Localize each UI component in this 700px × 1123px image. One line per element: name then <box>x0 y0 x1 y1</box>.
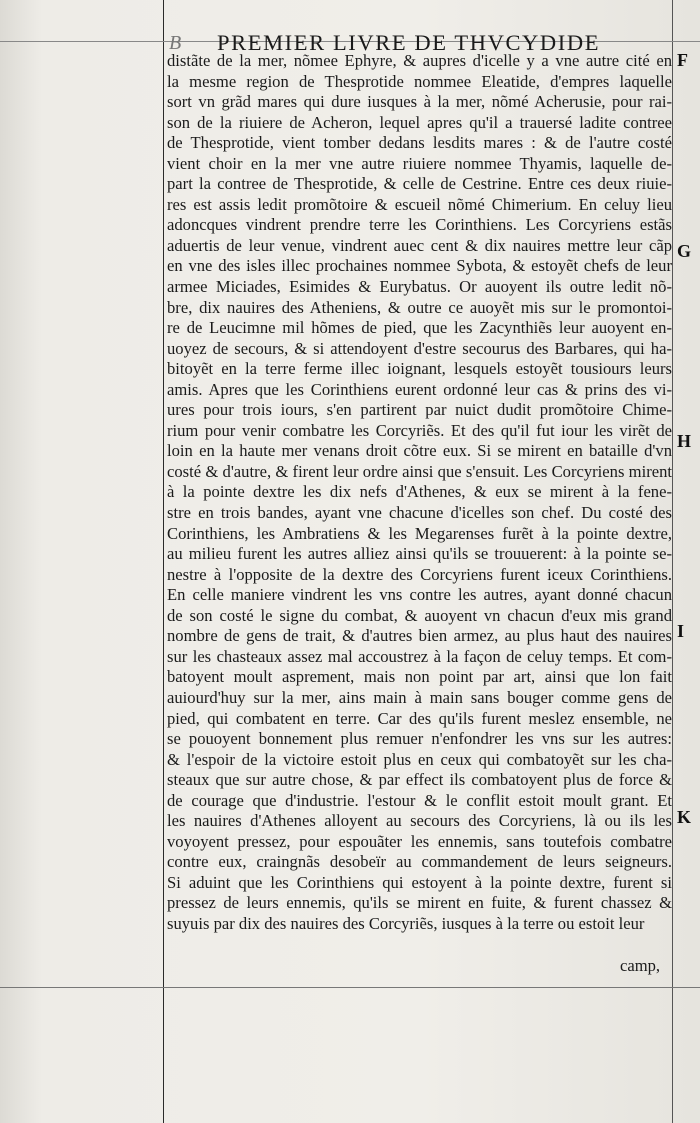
left-rule <box>163 0 164 1123</box>
text-line: bre, dix nauires des Atheniens, & outre ce auoyẽt mis sur le promontoi- <box>167 297 672 317</box>
margin-letter-k: K <box>677 807 692 827</box>
text-line: costé & d'autre, & firent leur ordre ainsi que s'ensuit. Les Corcyriens mirent <box>167 461 672 481</box>
text-line: de Thesprotide, vient tomber dedans lesdits mares : & de l'autre costé <box>167 133 672 153</box>
text-line: stre en trois bandes, ayant vne chacune d'icelles son chef. Du costé des <box>167 503 672 523</box>
text-line: contre eux, craingnãs desobeïr au commandement de leurs seigneurs. <box>167 852 672 872</box>
text-line: nombre de gens de trait, & d'autres bien armez, au plus haut des nauires <box>167 626 672 646</box>
text-line: son de la riuiere de Acheron, lequel apres qu'il a trauersé ladite contree <box>167 112 672 132</box>
margin-letter-f: F <box>677 50 688 70</box>
text-line: auiourd'huy sur la mer, ains main à main sans bouger comme gens de <box>167 687 672 707</box>
text-line: distãte de la mer, nõmee Ephyre, & aupres d'icelle y a vne autre cité en <box>167 51 672 70</box>
text-line: bitoyẽt en la terre ferme illec ioignant, lesquels estoyẽt tousiours leurs <box>167 359 672 379</box>
text-line: voyoyent pressez, pour espouãter les ennemis, sans toutefois combatre <box>167 831 672 851</box>
text-line: ures pour trois iours, s'en partirent par nuict dudit promõtoire Chime- <box>167 400 672 420</box>
text-line: amis. Apres que les Corinthiens eurent ordonné leur cas & prins des vi- <box>167 379 672 399</box>
text-line: loin en la haute mer venans droit cõtre eux. Si se mirent en bataille d'vn <box>167 441 672 461</box>
right-rule <box>672 0 673 1123</box>
text-line: aduertis de leur venue, vindrent auec cent & dix nauires mettre leur cãp <box>167 235 672 255</box>
text-line: uoyez de secours, & si attendoyent d'estre secourus des Barbares, qui ha- <box>167 338 672 358</box>
text-line: En celle maniere vindrent les vns contre les autres, ayant donné chacun <box>167 585 672 605</box>
margin-letter-g: G <box>677 241 692 261</box>
text-line: part la contree de Thesprotide, & celle de Cestrine. Entre ces deux riuie- <box>167 174 672 194</box>
text-line: rium pour venir combatre les Corcyriẽs. Et des qu'il fut iour les virẽt de <box>167 420 672 440</box>
text-line: en vne des isles illec prochaines nommee Sybota, & estoyẽt chefs de leur <box>167 256 672 276</box>
body-text <box>167 51 672 935</box>
text-line: vient choir en la mer vne autre riuiere nommee Thyamis, laquelle de- <box>167 153 672 173</box>
text-line: de son costé le signe du combat, & auoyent vn chacun d'eux mis grand <box>167 605 672 625</box>
text-line: sort vn grãd mares qui dure iusques à la mer, nõmé Acherusie, pour rai- <box>167 92 672 112</box>
margin-letter-i: I <box>677 621 685 641</box>
text-line: à la pointe dextre les dix nefs d'Athenes, & eux se mirent à la fene- <box>167 482 672 502</box>
text-line: Corinthiens, les Ambratiens & les Megarenses furẽt à la pointe dextre, <box>167 523 672 543</box>
text-line: se pouoyent bonnement plus remuer n'enfondrer les vns sur les autres: <box>167 729 672 749</box>
text-line: de courage que d'industrie. l'estour & le conflit estoit moult grant. Et <box>167 790 672 810</box>
text-line: & l'espoir de la victoire estoit plus en ceux qui combatoyẽt sur les cha- <box>167 749 672 769</box>
text-line: sur les chasteaux assez mal accoustrez à la façon de celuy temps. Et com- <box>167 646 672 666</box>
text-line: nestre à l'opposite de la dextre des Corcyriens furent iceux Corinthiens. <box>167 564 672 584</box>
text-line: steaux que sur autre chose, & par effect ils combatoyent plus de force & <box>167 770 672 790</box>
text-line: re de Leucimne mil hõmes de pied, que les Zacynthiẽs leur auoyent en- <box>167 318 672 338</box>
catchword: camp, <box>620 956 661 975</box>
margin-letter-h: H <box>677 431 692 451</box>
text-line: res est assis ledit promõtoire & escueil nõmé Chimerium. En celuy lieu <box>167 194 672 214</box>
text-line: pressez de leurs ennemis, qu'ils se mirent en fuite, & furent chassez & <box>167 893 672 913</box>
page-title: PREMIER LIVRE DE THVCYDIDE <box>217 30 601 55</box>
text-line: au milieu furent les autres alliez ainsi qu'ils se trouuerent: à la pointe se- <box>167 544 672 564</box>
text-line: la mesme region de Thesprotide nommee Eleatide, d'empres laquelle <box>167 71 672 91</box>
text-line: adoncques vindrent prendre terre les Corinthiens. Les Corcyriens estãs <box>167 215 672 235</box>
text-line: les nauires d'Athenes alloyent au secours des Corcyriens, là ou ils les <box>167 811 672 831</box>
text-line: suyuis par dix des nauires des Corcyriẽs, iusques à la terre ou estoit leur <box>167 913 645 933</box>
text-line: armee Miciades, Esimides & Eurybatus. Or auoyent ils outre ledit nõ- <box>167 277 672 297</box>
signature-mark: B <box>169 32 182 54</box>
text-line: pied, qui combatent en terre. Car des qu'ils furent meslez ensemble, ne <box>167 708 672 728</box>
text-line: batoyent moult asprement, mais non point par art, ainsi que lon fait <box>167 667 672 687</box>
bottom-rule <box>0 987 700 988</box>
text-line: Si aduint que les Corinthiens qui estoyent à la pointe dextre, furent si <box>167 872 672 892</box>
